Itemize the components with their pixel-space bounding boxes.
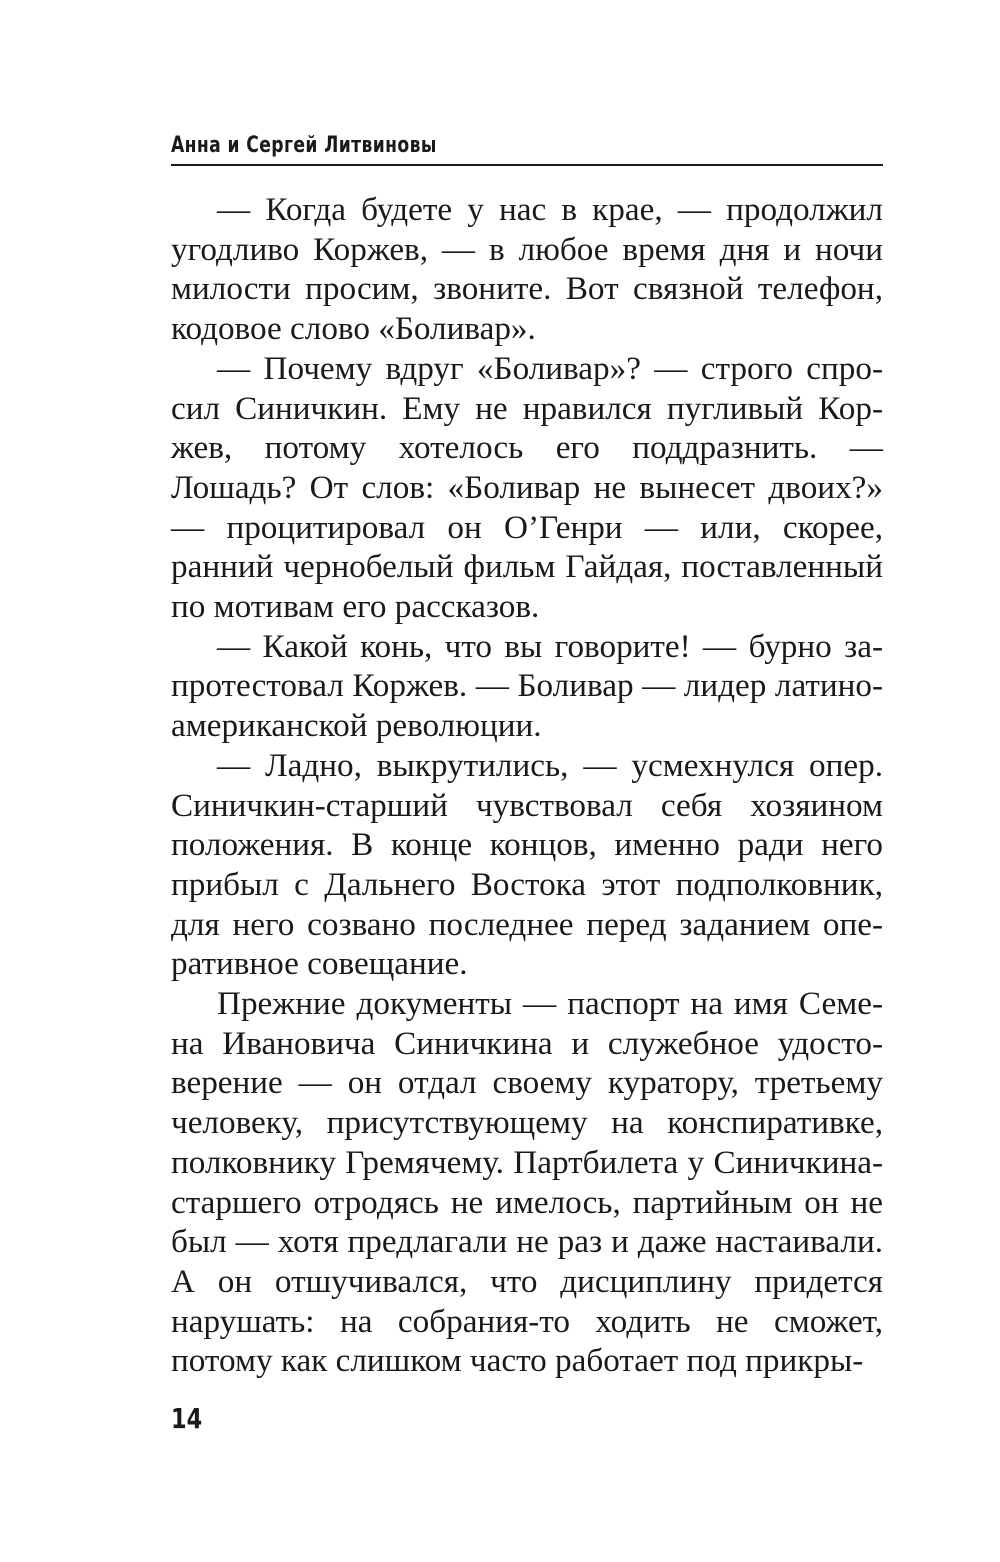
page-number: 14 [171, 1402, 203, 1435]
running-head [171, 128, 883, 166]
body-text [171, 190, 883, 1381]
paragraph: — Когда будете у нас в крае, — продолжил угодливо Коржев, — в любое время дня и ночи милости просим, звоните. Вот связной телефон, кодовое слово «Боливар». [171, 191, 883, 348]
paragraph: — Почему вдруг «Боливар»? — строго спросил Синичкин. Ему не нравился пугливый Коржев, потому хотелось его поддразнить. — Лошадь? От слов: «Боливар не вынесет двоих?» — процитировал он О’Генри — или, скорее, ранний чернобелый фильм Гайдая, поставленный по мотивам его рассказов. [171, 349, 883, 626]
paragraph: — Какой конь, что вы говорите! — бурно запротестовал Коржев. — Боливар — лидер латиноамериканской революции. [171, 627, 883, 745]
paragraph: — Ладно, выкрутились, — усмехнулся опер. Синичкин-старший чувствовал себя хозяином положения. В конце концов, именно ради него прибыл с Дальнего Востока этот подполковник, для него созвано последнее перед заданием оперативное совещание. [171, 746, 883, 983]
running-head-title: Анна и Сергей Литвиновы [171, 133, 437, 158]
paragraph: Прежние документы — паспорт на имя Семена Ивановича Синичкина и служебное удостоверение — он отдал своему куратору, третьему человеку, присутствующему на конспиративке, полковнику Гремячему. Партбилета у Синичкина-старшего отродясь не имелось, партийным он не был — хотя предлагали не раз и даже настаивали. А он отшучивался, что дисциплину придется нарушать: на собрания-то ходить не сможет, потому как слишком часто работает под прикры- [171, 985, 883, 1380]
